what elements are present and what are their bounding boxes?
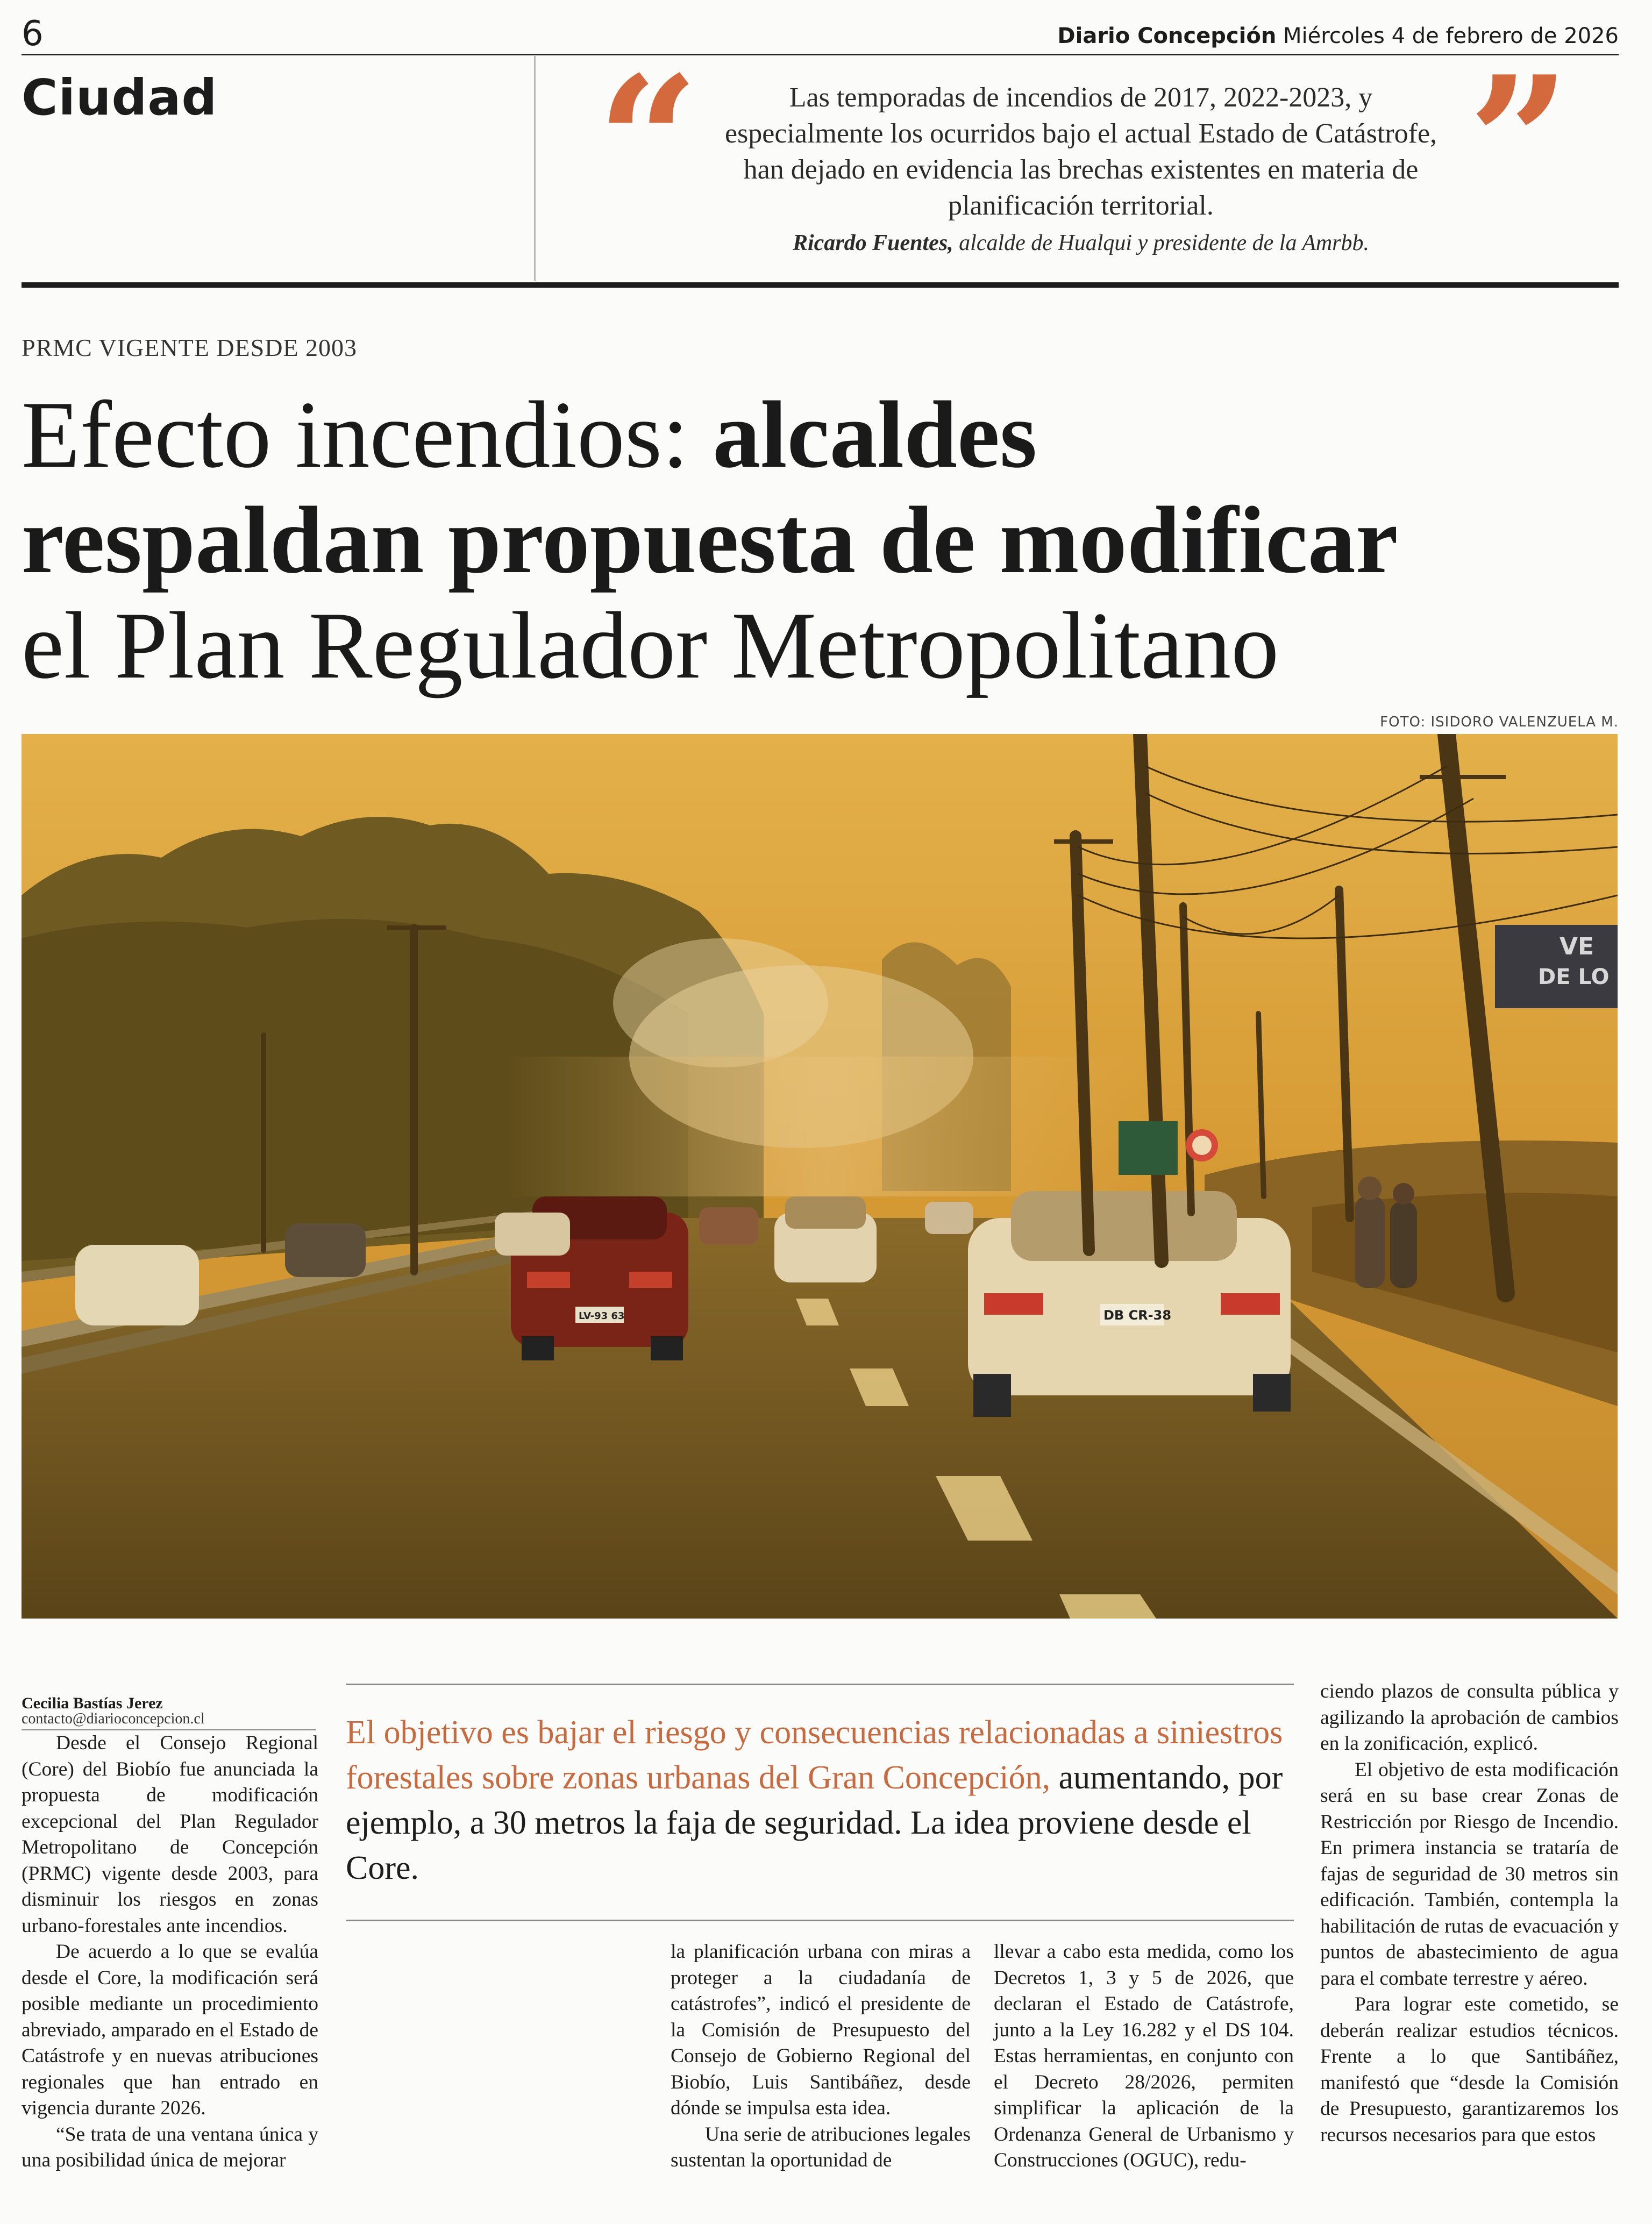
featured-quote <box>694 80 1468 224</box>
quote-line: Las temporadas de incendios de 2017, 2022-2023, y <box>789 82 1373 113</box>
paragraph: El objetivo de esta modificación será en su base crear Zonas de Restricción por Riesgo de Incendio. En primera instancia se trataría de fajas de seguridad de 30 metros sin edificación. También, contempla la habilitación de rutas de evacuación y puntos de abastecimiento de agua para el combate terrestre y aéreo. <box>1320 1758 1619 1990</box>
photo-credit: FOTO: ISIDORO VALENZUELA M. <box>1380 714 1619 730</box>
section-title: Ciudad <box>22 69 218 126</box>
white-car <box>968 1191 1291 1417</box>
kicker: PRMC VIGENTE DESDE 2003 <box>22 334 358 361</box>
paragraph: De acuerdo a lo que se evalúa desde el Core, la modificación será posible mediante un procedimiento abreviado, amparado en el Estado de Catástrofe y en nuevas atribuciones regionales que han entrado en vigencia durante 2026. <box>22 1941 318 2119</box>
pullquote-top-rule <box>346 1684 1294 1685</box>
paragraph: ciendo plazos de consulta pública y agilizando la aprobación de cambios en la zonificación, explicó. <box>1320 1680 1619 1755</box>
svg-text:LV-93 63: LV-93 63 <box>579 1310 625 1322</box>
svg-text:DB CR-38: DB CR-38 <box>1103 1308 1172 1323</box>
top-rule <box>22 54 1619 55</box>
paragraph: “Se trata de una ventana única y una posibilidad única de mejorar <box>22 2123 318 2171</box>
page-number: 6 <box>22 14 44 54</box>
pullquote-bottom-rule <box>346 1920 1294 1921</box>
publication-name: Diario Concepción <box>1057 24 1277 48</box>
paragraph: Desde el Consejo Regional (Core) del Biobío fue anunciada la propuesta de modificación excepcional del Plan Regulador Metropolitano de Concepción (PRMC) vigente desde 2003, para disminuir los riesgos en zonas urbano-forestales ante incendios. <box>22 1732 318 1937</box>
article-column-2 <box>671 1939 971 2174</box>
paragraph: llevar a cabo esta medida, como los Decretos 1, 3 y 5 de 2026, que declaran el Estado de Catástrofe, junto a la Ley 16.282 y el DS 104. Estas herramientas, en conjunto con el Decreto 28/2026, permiten simplificar la aplicación de la Ordenanza General de Urbanismo y Construcciones (OGUC), redu- <box>994 1941 1294 2171</box>
byline-author: Cecilia Bastías Jerez <box>22 1694 163 1712</box>
wildfire-highway-photo <box>22 734 1618 1619</box>
section-rule <box>22 282 1619 288</box>
byline-email[interactable]: contacto@diarioconcepcion.cl <box>22 1710 205 1727</box>
quote-author: Ricardo Fuentes, <box>792 231 953 255</box>
issue-date: Miércoles 4 de febrero de 2026 <box>1283 24 1619 48</box>
quote-attribution <box>694 230 1468 256</box>
quote-line: han dejado en evidencia las brechas existentes en materia de <box>743 154 1419 185</box>
vertical-divider <box>534 56 536 281</box>
open-quote-icon: “ <box>597 37 699 246</box>
pullquote-highlight: El objetivo es bajar el riesgo y consecuencias relacionadas a siniestros forestales sobre zonas urbanas del Gran Concepción, <box>346 1714 1283 1796</box>
article-column-4 <box>1320 1679 1619 2148</box>
paragraph: Una serie de atribuciones legales sustentan la oportunidad de <box>671 2123 971 2171</box>
headline-part: Efecto incendios: <box>22 381 713 488</box>
svg-text:VE: VE <box>1560 933 1594 960</box>
paragraph: la planificación urbana con miras a proteger a la ciudadanía de catástrofes”, indicó el presidente de la Comisión de Presupuesto del Consejo de Gobierno Regional del Biobío, Luis Santibáñez, desde dónde se impulsa esta idea. <box>671 1941 971 2119</box>
quote-line: especialmente los ocurridos bajo el actual Estado de Catástrofe, <box>724 118 1437 149</box>
article-column-3 <box>994 1939 1294 2174</box>
quote-line: planificación territorial. <box>948 190 1214 221</box>
quote-author-role: alcalde de Hualqui y presidente de la Amrbb. <box>959 231 1370 255</box>
close-quote-icon: ” <box>1468 37 1570 246</box>
headline <box>22 382 1635 698</box>
article-column-1 <box>22 1730 318 2174</box>
headline-part: alcaldes <box>713 381 1037 488</box>
pullquote-text: aumentando, por ejemplo, a 30 metros la faja de seguridad. La idea proviene desde el Core. <box>346 1759 1283 1886</box>
pull-quote <box>346 1710 1294 1891</box>
paragraph: Para lograr este cometido, se deberán realizar estudios técnicos. Frente a lo que Santibáñez, manifestó que “desde la Comisión de Presupuesto, garantizaremos los recursos necesarios para que estos <box>1320 1993 1619 2146</box>
svg-text:DE LO: DE LO <box>1538 965 1610 989</box>
headline-part: el Plan Regulador Metropolitano <box>22 592 1279 698</box>
headline-part: respaldan propuesta de modificar <box>22 487 1398 593</box>
